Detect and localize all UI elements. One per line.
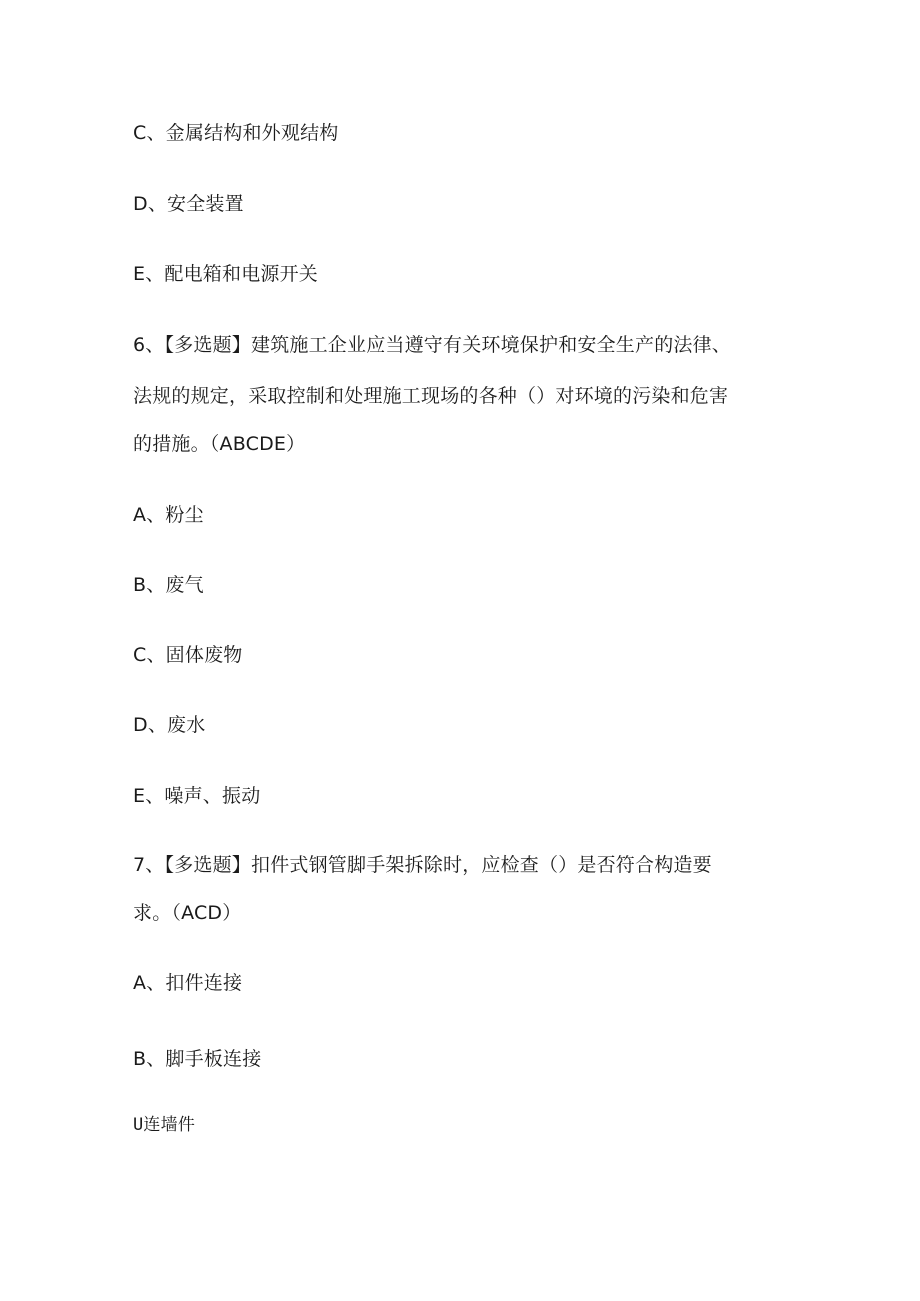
q5-option-e: E、配电箱和电源开关 — [133, 263, 319, 285]
q6-option-a: A、粉尘 — [133, 504, 204, 526]
q6-option-e: E、噪声、振动 — [133, 785, 261, 807]
q5-option-d: D、安全装置 — [133, 193, 244, 215]
q6-stem-line-1: 6、【多选题】建筑施工企业应当遵守有关环境保护和安全生产的法律、 — [133, 334, 731, 356]
q7-option-b: B、脚手板连接 — [133, 1048, 262, 1070]
q6-stem-line-3: 的措施。（ABCDE） — [133, 433, 306, 455]
q6-stem-line-2: 法规的规定，采取控制和处理施工现场的各种（）对环境的污染和危害 — [133, 385, 729, 407]
q6-option-b: B、废气 — [133, 574, 204, 596]
q7-option-c: U连墙件 — [133, 1115, 196, 1135]
q6-option-c: C、固体废物 — [133, 644, 243, 666]
q7-stem-line-2: 求。（ACD） — [133, 902, 242, 924]
q5-option-c: C、金属结构和外观结构 — [133, 122, 339, 144]
q7-stem-line-1: 7、【多选题】扣件式钢管脚手架拆除时，应检查（）是否符合构造要 — [133, 854, 712, 876]
q7-option-a: A、扣件连接 — [133, 972, 243, 994]
q6-option-d: D、废水 — [133, 714, 206, 736]
